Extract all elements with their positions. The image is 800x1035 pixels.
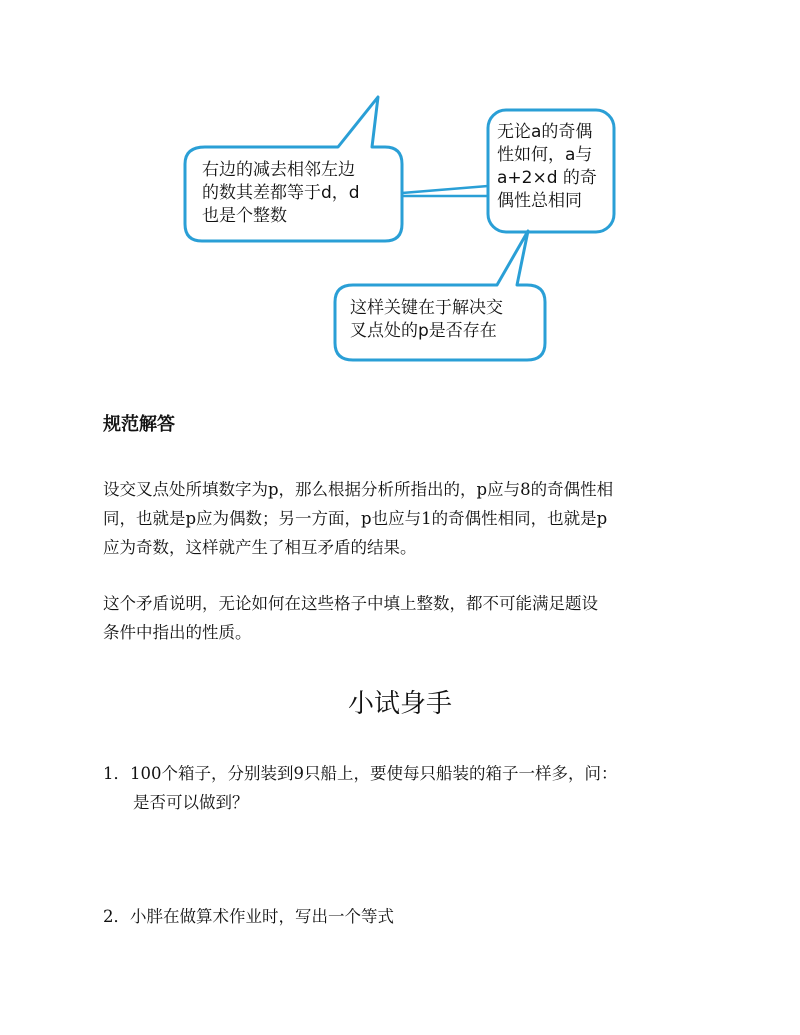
bubble-line: 右边的减去相邻左边 (202, 160, 355, 180)
bubble-line: 叉点处的p是否存在 (350, 321, 497, 341)
bubble-line: a+2×d 的奇 (497, 168, 597, 188)
text-line: 同，也就是p应为偶数；另一方面，p也应与1的奇偶性相同，也就是p (103, 509, 608, 528)
bottom-bubble-text (350, 297, 503, 343)
question-2 (103, 902, 394, 931)
connector-line-top (402, 186, 488, 193)
bubble-line: 偶性总相同 (497, 191, 582, 211)
practice-heading: 小试身手 (347, 689, 452, 719)
right-bubble-text (497, 121, 597, 213)
answer-paragraph-1 (103, 475, 703, 562)
bubble-line: 性如何，a与 (497, 145, 593, 165)
left-bubble-text (202, 159, 360, 228)
text-line: 这个矛盾说明，无论如何在这些格子中填上整数，都不可能满足题设 (103, 594, 598, 613)
bubble-line: 的数其差都等于d，d (202, 183, 360, 203)
text-line: 是否可以做到？ (133, 793, 249, 812)
text-line: 2．小胖在做算术作业时，写出一个等式 (103, 907, 394, 926)
bubble-line: 无论a的奇偶 (497, 122, 593, 142)
answer-paragraph-2 (103, 589, 703, 647)
text-line: 设交叉点处所填数字为p，那么根据分析所指出的，p应与8的奇偶性相 (103, 480, 614, 499)
text-line: 应为奇数，这样就产生了相互矛盾的结果。 (103, 538, 417, 557)
text-line: 条件中指出的性质。 (103, 623, 252, 642)
bubble-line: 这样关键在于解决交 (350, 298, 503, 318)
bubble-line: 也是个整数 (202, 206, 287, 226)
question-1 (103, 759, 618, 817)
text-line: 1．100个箱子，分别装到9只船上，要使每只船装的箱子一样多，问： (103, 764, 618, 783)
section-title: 规范解答 (103, 414, 175, 435)
